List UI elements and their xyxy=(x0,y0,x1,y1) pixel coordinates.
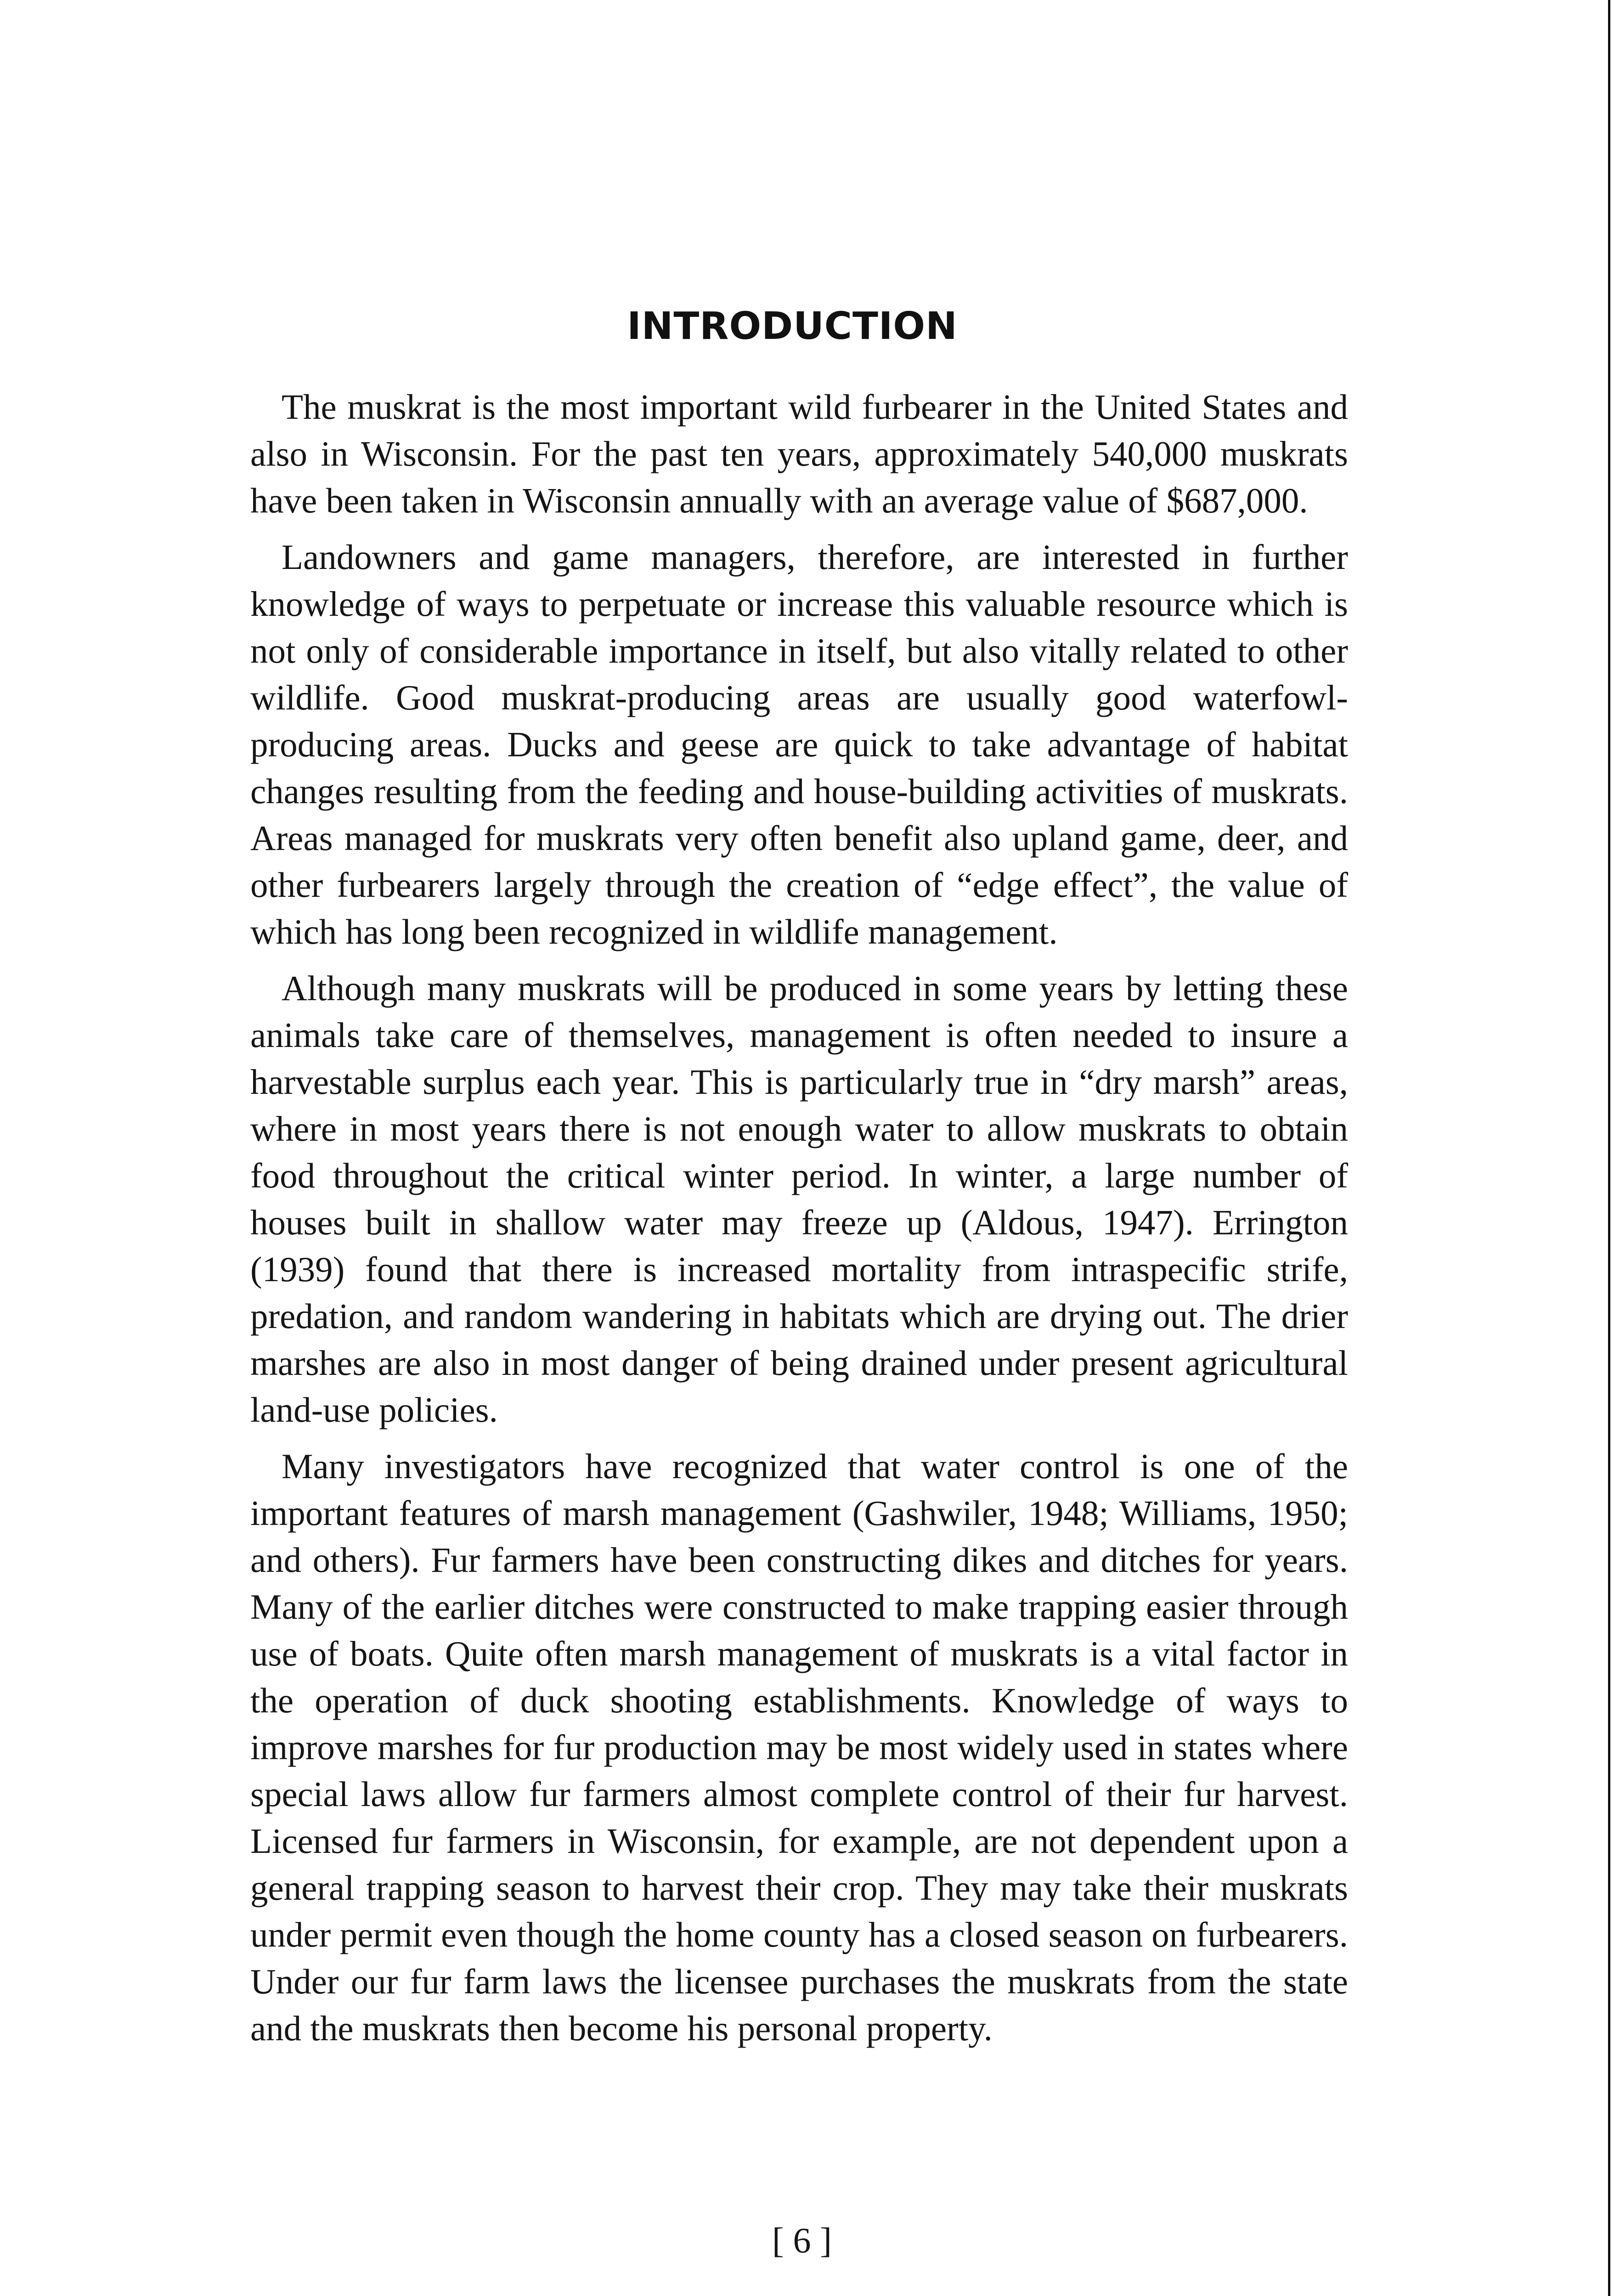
paragraph-1: The muskrat is the most important wild furbearer in the United States and also in Wisconsin. For the past ten years, approximately 540,000 muskrats have been taken in Wisconsin annually with an average value of $687,000. xyxy=(250,387,1348,520)
paragraph-4: Many investigators have recognized that water control is one of the important features of marsh management (Gashwiler, 1948; Williams, 1950; and others). Fur farmers have been constructing dikes and ditches for years. Many of the earlier ditches were constructed to make trapping easier through use of boats. Quite often marsh management of muskrats is a vital factor in the operation of duck shooting establishments. Knowledge of ways to improve marshes for fur production may be most widely used in states where special laws allow fur farmers almost complete control of their fur harvest. Licensed fur farmers in Wisconsin, for example, are not dependent upon a general trapping season to harvest their crop. They may take their muskrats under permit even though the home county has a closed season on furbearers. Under our fur farm laws the licensee purchases the muskrats from the state and the muskrats then become his personal property. xyxy=(250,1446,1348,2048)
paragraph-2: Landowners and game managers, therefore, are interested in further knowledge of ways to perpetuate or increase this valuable resource which is not only of considerable importance in itself, but also vitally related to other wildlife. Good muskrat-producing areas are usually good waterfowl-producing areas. Ducks and geese are quick to take advantage of habitat changes resulting from the feeding and house-building activities of muskrats. Areas managed for muskrats very often benefit also upland game, deer, and other furbearers largely through the creation of “edge effect”, the value of which has long been recognized in wildlife management. xyxy=(250,537,1348,951)
section-heading: INTRODUCTION xyxy=(627,304,958,348)
paragraph-3: Although many muskrats will be produced in some years by letting these animals take care of themselves, management is often needed to insure a harvestable surplus each year. This is particularly true in “dry marsh” areas, where in most years there is not enough water to allow muskrats to obtain food throughout the critical winter period. In winter, a large number of houses built in shallow water may freeze up (Aldous, 1947). Errington (1939) found that there is increased mortality from intraspecific strife, predation, and random wandering in habitats which are drying out. The drier marshes are also in most danger of being drained under present agricultural land-use policies. xyxy=(250,968,1348,1429)
page-number: [ 6 ] xyxy=(772,2220,832,2260)
body-text xyxy=(250,383,1348,2061)
